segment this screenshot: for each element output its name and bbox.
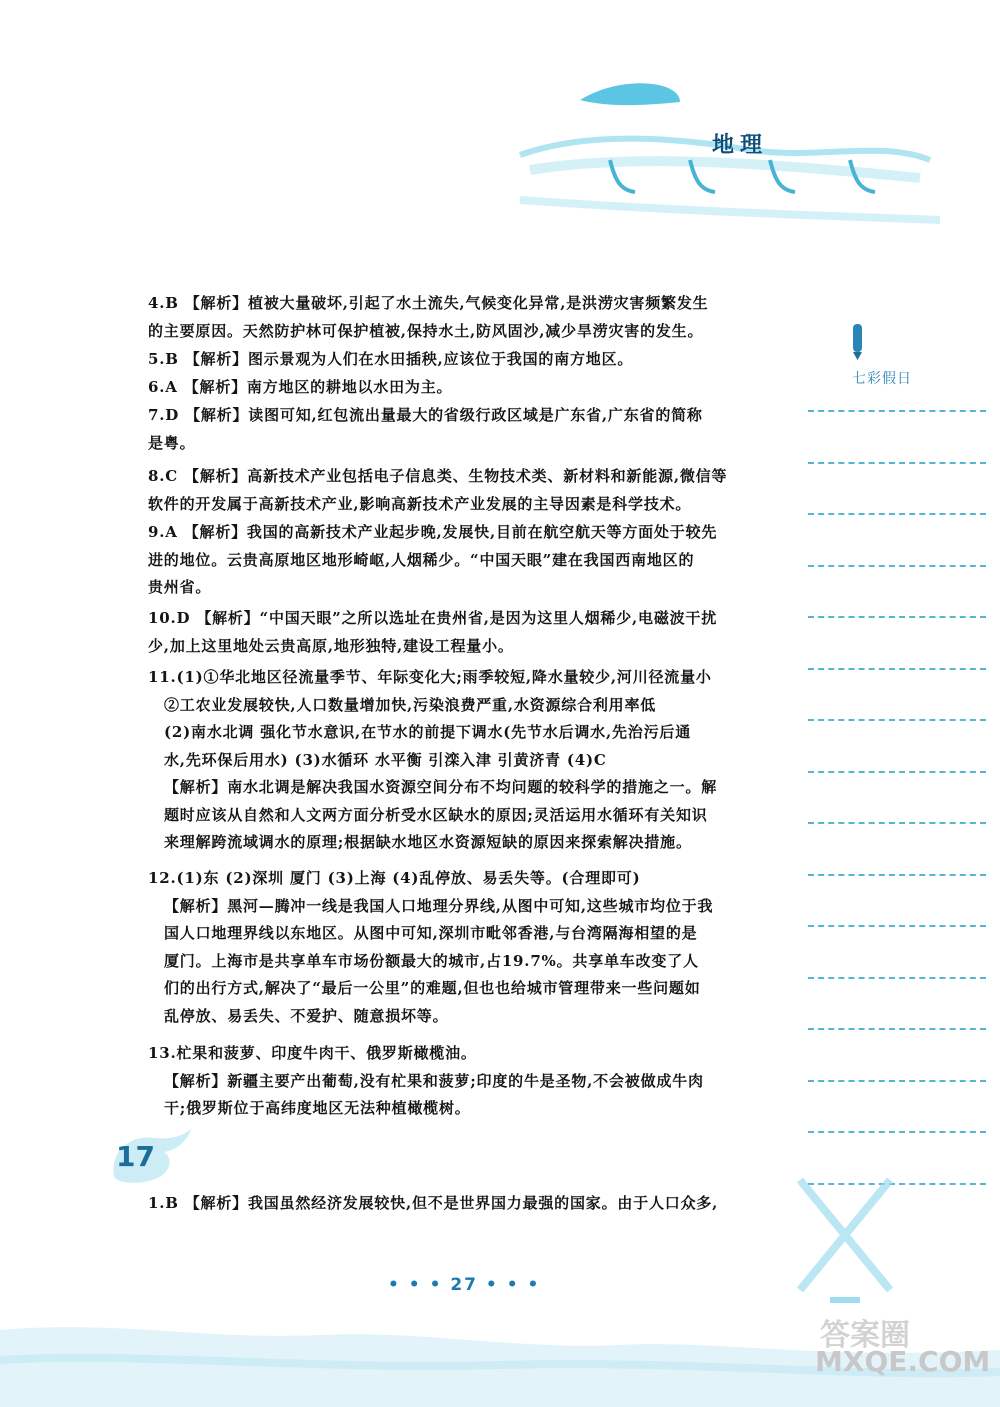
answer-line: 【解析】南水北调是解决我国水资源空间分布不均问题的较科学的措施之一。解	[164, 778, 718, 796]
watermark-logo: 答案圈	[820, 1318, 910, 1353]
answer-line: 5.B 【解析】图示景观为人们在水田插秧,应该位于我国的南方地区。	[148, 350, 634, 368]
answer-line: 12.(1)东 (2)深圳 厦门 (3)上海 (4)乱停放、易丢失等。(合理即可)	[148, 869, 641, 887]
answer-line: 7.D 【解析】读图可知,红包流出量最大的省级行政区域是广东省,广东省的简称	[148, 406, 703, 424]
answer-line: 8.C 【解析】高新技术产业包括电子信息类、生物技术类、新材料和新能源,微信等	[148, 467, 728, 485]
note-line	[808, 565, 986, 567]
answer-line: 来理解跨流域调水的原理;根据缺水地区水资源短缺的原因来探索解决措施。	[164, 833, 692, 851]
answer-item-10	[148, 605, 748, 660]
answer-line: 贵州省。	[148, 578, 212, 596]
answer-line: 是粤。	[148, 433, 196, 452]
answer-item-9	[148, 519, 748, 602]
note-line	[808, 1131, 986, 1133]
answer-line: 干;俄罗斯位于高纬度地区无法种植橄榄树。	[164, 1099, 471, 1117]
answer-item-11	[148, 664, 748, 857]
note-line	[808, 925, 986, 927]
answer-item-7	[148, 402, 748, 457]
answer-line: 【解析】新疆主要产出葡萄,没有杧果和菠萝;印度的牛是圣物,不会被做成牛肉	[164, 1071, 704, 1090]
note-line	[808, 410, 986, 412]
answer-line: 1.B 【解析】我国虽然经济发展较快,但不是世界国力最强的国家。由于人口众多,	[148, 1194, 719, 1212]
answer-item-6	[148, 374, 748, 402]
answer-item-8	[148, 463, 748, 518]
answer-line: 进的地位。云贵高原地区地形崎岖,人烟稀少。“中国天眼”建在我国西南地区的	[148, 550, 695, 569]
section-number: 17	[116, 1140, 155, 1173]
note-line	[808, 1028, 986, 1030]
answer-line: 11.(1)①华北地区径流量季节、年际变化大;雨季较短,降水量较少,河川径流量小	[148, 668, 712, 686]
answer-line: 13.杧果和菠萝、印度牛肉干、俄罗斯橄榄油。	[148, 1044, 477, 1062]
note-line	[808, 719, 986, 721]
answer-line: 10.D 【解析】“中国天眼”之所以选址在贵州省,是因为这里人烟稀少,电磁波干扰	[148, 609, 718, 627]
answer-line: 的主要原因。天然防护林可保护植被,保持水土,防风固沙,减少旱涝灾害的发生。	[148, 321, 704, 340]
pen-icon	[848, 322, 868, 362]
sidebar-brand: 七彩假日	[852, 371, 912, 387]
subject-title: 地理	[712, 133, 769, 158]
answer-line: 们的出行方式,解决了“最后一公里”的难题,但也也给城市管理带来一些问题如	[164, 979, 701, 997]
section-answer-1	[148, 1190, 748, 1218]
note-line	[808, 874, 986, 876]
answer-line: 6.A 【解析】南方地区的耕地以水田为主。	[148, 378, 453, 396]
answer-item-12	[148, 865, 748, 1030]
answer-line: 题时应该从自然和人文两方面分析受水区缺水的原因;灵活运用水循环有关知识	[164, 805, 708, 824]
answer-line: 厦门。上海市是共享单车市场份额最大的城市,占19.7%。共享单车改变了人	[164, 951, 699, 970]
note-line	[808, 616, 986, 618]
note-line	[808, 462, 986, 464]
answer-item-4	[148, 290, 748, 345]
note-line	[808, 668, 986, 670]
answer-line: 软件的开发属于高新技术产业,影响高新技术产业发展的主导因素是科学技术。	[148, 494, 692, 513]
answer-line: (2)南水北调 强化节水意识,在节水的前提下调水(先节水后调水,先治污后通	[164, 723, 691, 741]
note-line	[808, 822, 986, 824]
answer-line: 4.B 【解析】植被大量破坏,引起了水土流失,气候变化异常,是洪涝灾害频繁发生	[148, 294, 709, 312]
answer-line: 少,加上这里地处云贵高原,地形独特,建设工程量小。	[148, 636, 514, 655]
note-line	[808, 977, 986, 979]
answer-line: 国人口地理界线以东地区。从图中可知,深圳市毗邻香港,与台湾隔海相望的是	[164, 924, 698, 942]
note-line	[808, 513, 986, 515]
windmill-decoration	[780, 1170, 910, 1320]
note-lines	[808, 410, 986, 1234]
watermark-url: MXQE.COM	[815, 1345, 991, 1378]
note-line	[808, 771, 986, 773]
answer-line: 【解析】黑河—腾冲一线是我国人口地理分界线,从图中可知,这些城市均位于我	[164, 896, 714, 915]
page-number: • • • 27 • • •	[388, 1275, 541, 1295]
answer-line: 9.A 【解析】我国的高新技术产业起步晚,发展快,目前在航空航天等方面处于较先	[148, 523, 718, 541]
answer-line: 乱停放、易丢失、不爱护、随意损坏等。	[164, 1006, 449, 1025]
answer-line: 水,先环保后用水) (3)水循环 水平衡 引滦入津 引黄济青 (4)C	[164, 750, 607, 769]
note-line	[808, 1080, 986, 1082]
answer-item-5	[148, 346, 748, 374]
answer-item-13	[148, 1040, 748, 1123]
answer-line: ②工农业发展较快,人口数量增加快,污染浪费严重,水资源综合利用率低	[164, 695, 657, 714]
